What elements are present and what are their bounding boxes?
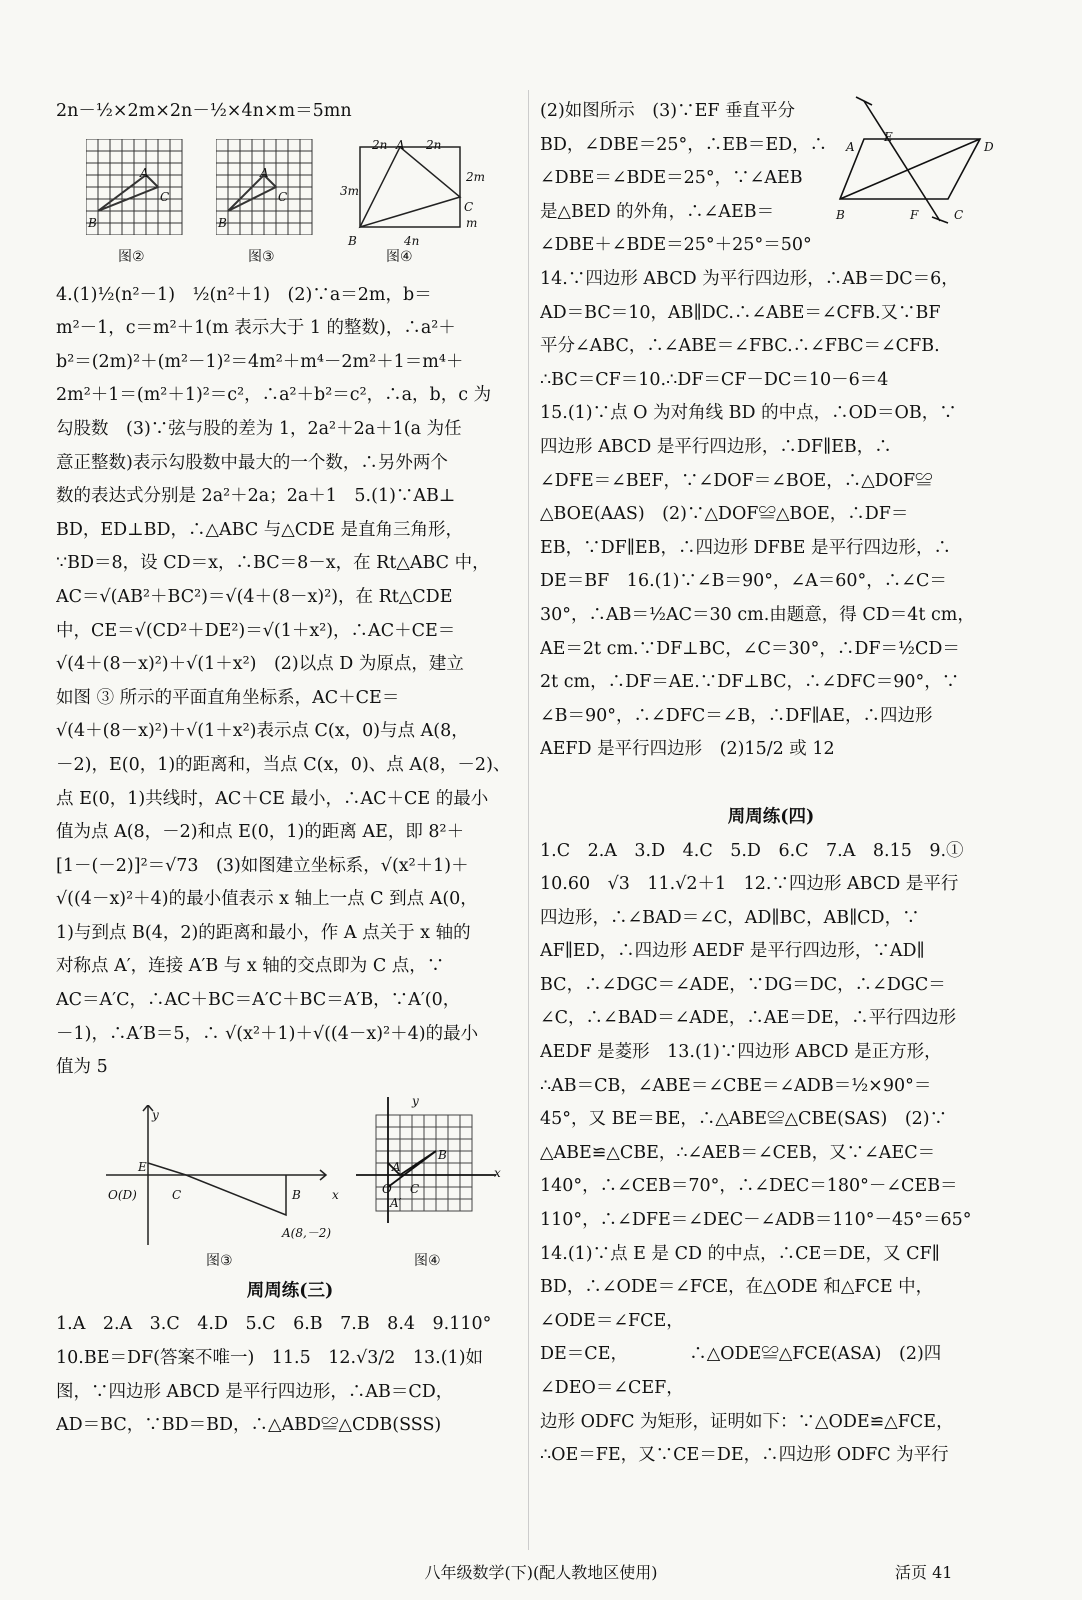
section-3-title: 周周练(三): [246, 1280, 334, 1301]
text-line: 四边形，∴∠BAD＝∠C，AD∥BC，AB∥CD，∵: [540, 907, 920, 928]
text-line: BC，∴∠DGC＝∠ADE，∵DG＝DC，∴∠DGC＝: [540, 974, 946, 995]
text-line: AEFD 是平行四边形 (2)15/2 或 12: [540, 739, 835, 760]
coord4-label: A′: [390, 1195, 402, 1210]
text-line: DE＝CE， ∴△ODE≌△FCE(ASA) (2)四: [540, 1344, 942, 1365]
text-line: 是△BED 的外角，∴∠AEB＝: [540, 201, 775, 222]
coord4-label: C: [410, 1181, 420, 1196]
text-line: 四边形 ABCD 是平行四边形，∴DF∥EB，∴: [540, 436, 892, 457]
text-line: 14.(1)∵点 E 是 CD 的中点，∴CE＝DE，又 CF∥: [540, 1243, 940, 1264]
text-line: 45°，又 BE＝BE，∴△ABE≌△CBE(SAS) (2)∵: [540, 1109, 948, 1130]
fig4-label: m: [466, 215, 478, 230]
right-text-block-a: [540, 95, 840, 263]
text-line: －1)，∴A′B＝5，∴ √(x²＋1)＋√((4－x)²＋4)的最小: [56, 1023, 479, 1044]
para-label: D: [984, 140, 994, 154]
text-line: ∠DEO＝∠CEF，: [540, 1378, 684, 1398]
text-line: BD，∴∠ODE＝∠FCE，在△ODE 和△FCE 中，: [540, 1277, 934, 1298]
text-line: (2)如图所示 (3)∵EF 垂直平分: [540, 101, 796, 121]
text-line: 图，∵四边形 ABCD 是平行四边形，∴AB＝CD，: [56, 1381, 454, 1402]
text-line: 值为点 A(8，－2)和点 E(0，1)的距离 AE，即 8²＋: [56, 822, 465, 843]
text-line: 2n－½×2m×2n－½×4n×m＝5mn: [56, 101, 352, 121]
text-line: 2m²＋1＝(m²＋1)²＝c²，∴a²＋b²＝c²，∴a，b，c 为: [56, 385, 492, 406]
text-line: BD，∠DBE＝25°，∴EB＝ED，∴: [540, 134, 828, 155]
text-line: [1－(－2)]²＝√73 (3)如图建立坐标系，√(x²＋1)＋: [56, 855, 469, 876]
text-line: ∠DBE＋∠BDE＝25°＋25°＝50°: [540, 235, 812, 256]
text-line: √((4－x)²＋4)的最小值表示 x 轴上一点 C 到点 A(0，: [56, 889, 478, 910]
coord4-label: y: [412, 1093, 419, 1108]
text-line: 平分∠ABC，∴∠ABE＝∠FBC.∴∠FBC＝∠CFB.: [540, 336, 940, 357]
fig4-label: 2m: [466, 169, 486, 184]
fig4-label: B: [348, 233, 357, 248]
text-line: AC＝√(AB²＋BC²)＝√(4＋(8－x)²)，在 Rt△CDE: [56, 586, 453, 607]
left-text-block: [56, 279, 524, 1085]
figure-row-bottom: [56, 1085, 524, 1275]
coord4-label: A: [392, 1159, 401, 1174]
right-top-block: [540, 95, 1002, 263]
grid3-label-b: B: [218, 215, 227, 230]
text-line: 点 E(0，1)共线时，AC＋CE 最小，∴AC＋CE 的最小: [56, 788, 489, 809]
fig4-label: 2n: [426, 137, 442, 152]
text-line: 10.60 √3 11.√2＋1 12.∵四边形 ABCD 是平行: [540, 874, 959, 895]
para-label: C: [954, 208, 964, 222]
text-line: AEDF 是菱形 13.(1)∵四边形 ABCD 是正方形，: [540, 1042, 942, 1063]
text-line: ∴OE＝FE，又∵CE＝DE，∴四边形 ODFC 为平行: [540, 1445, 949, 1466]
grid3-label-c: C: [278, 189, 288, 204]
text-line: 数的表达式分别是 2a²＋2a；2a＋1 5.(1)∵AB⊥: [56, 486, 456, 507]
text-line: AF∥ED，∴四边形 AEDF 是平行四边形，∵AD∥: [540, 941, 925, 962]
text-line: 10.BE＝DF(答案不唯一) 11.5 12.√3/2 13.(1)如: [56, 1348, 484, 1369]
grid2-label-c: C: [160, 189, 170, 204]
text-line: BD，ED⊥BD，∴△ABC 与△CDE 是直角三角形，: [56, 519, 463, 540]
text-line: ∠ODE＝∠FCE，: [540, 1310, 684, 1331]
section-4-block: [540, 835, 1002, 1473]
text-line: 中，CE＝√(CD²＋DE²)＝√(1＋x²)，∴AC＋CE＝: [56, 620, 456, 641]
coord3-label: x: [332, 1187, 339, 1202]
text-line: AC＝A′C，∴AC＋BC＝A′C＋BC＝A′B，∵A′(0，: [56, 990, 461, 1011]
text-line: DE＝BF 16.(1)∵∠B＝90°，∠A＝60°，∴∠C＝: [540, 571, 947, 592]
text-line: 15.(1)∵点 O 为对角线 BD 的中点，∴OD＝OB，∵: [540, 403, 957, 424]
coord4-label: B: [438, 1147, 447, 1162]
grid-figure-2: [86, 139, 186, 235]
text-line: ∠B＝90°，∴∠DFC＝∠B，∴DF∥AE，∴四边形: [540, 705, 933, 726]
text-line: 1.C 2.A 3.D 4.C 5.D 6.C 7.A 8.15 9.①: [540, 840, 964, 861]
coord3-label: E: [138, 1159, 147, 1174]
text-line: 勾股数 (3)∵弦与股的差为 1，2a²＋2a＋1(a 为任: [56, 418, 462, 439]
text-line: ∠DFE＝∠BEF，∵∠DOF＝∠BOE，∴△DOF≌: [540, 470, 933, 491]
text-line: √(4＋(8－x)²)＋√(1＋x²)表示点 C(x，0)与点 A(8，: [56, 721, 469, 742]
section-4-title: 周周练(四): [727, 806, 815, 827]
text-line: √(4＋(8－x)²)＋√(1＋x²) (2)以点 D 为原点，建立: [56, 654, 464, 675]
figure-row-top: [56, 129, 524, 279]
grid2-label-b: B: [88, 215, 97, 230]
text-line: ∴BC＝CF＝10.∴DF＝CF－DC＝10－6＝4: [540, 369, 889, 390]
text-line: △BOE(AAS) (2)∵△DOF≌△BOE，∴DF＝: [540, 504, 909, 525]
grid2-label-a: A: [140, 165, 149, 180]
coordinate-figure-4: [356, 1095, 506, 1225]
fig4-caption: 图④: [386, 248, 413, 265]
text-line: 140°，∴∠CEB＝70°，∴∠DEC＝180°－∠CEB＝: [540, 1176, 958, 1197]
text-line: ∠DBE＝∠BDE＝25°，∵∠AEB: [540, 168, 803, 189]
text-line: －2)，E(0，1)的距离和，当点 C(x，0)、点 A(8，－2)、: [56, 754, 511, 775]
text-line: 边形 ODFC 为矩形，证明如下：∵△ODE≌△FCE，: [540, 1411, 954, 1432]
text-line: b²＝(2m)²＋(m²－1)²＝4m²＋m⁴－2m²＋1＝m⁴＋: [56, 351, 464, 372]
para-label: A: [846, 140, 855, 154]
fig3-caption: 图③: [248, 248, 275, 265]
text-line: 2t cm，∴DF＝AE.∵DF⊥BC，∴∠DFC＝90°，∵: [540, 672, 960, 693]
text-line: ∵BD＝8，设 CD＝x，∴BC＝8－x，在 Rt△ABC 中，: [56, 553, 490, 574]
grid3-label-a: A: [260, 165, 269, 180]
coord4-label: O: [382, 1181, 392, 1196]
text-line: AD＝BC，∵BD＝BD，∴△ABD≌△CDB(SSS): [56, 1415, 442, 1436]
para-label: F: [910, 208, 919, 222]
text-line: AE＝2t cm.∵DF⊥BC，∠C＝30°，∴DF＝½CD＝: [540, 638, 960, 659]
fig4b-caption: 图④: [414, 1252, 441, 1269]
text-line: 如图 ③ 所示的平面直角坐标系，AC＋CE＝: [56, 687, 400, 708]
fig4-label: 3m: [340, 183, 360, 198]
fig4-label: 4n: [404, 233, 420, 248]
fig3b-caption: 图③: [206, 1252, 233, 1269]
para-label: B: [836, 208, 845, 222]
text-line: 14.∵四边形 ABCD 为平行四边形，∴AB＝DC＝6，: [540, 269, 959, 289]
text-line: ∠C，∴∠BAD＝∠ADE，∴AE＝DE，∴平行四边形: [540, 1008, 957, 1029]
text-line: EB，∵DF∥EB，∴四边形 DFBE 是平行四边形，∴: [540, 537, 951, 558]
text-line: 30°，∴AB＝½AC＝30 cm.由题意，得 CD＝4t cm，: [540, 604, 975, 625]
fig4-label: 2n: [372, 137, 388, 152]
text-line: 对称点 A′，连接 A′B 与 x 轴的交点即为 C 点，∵: [56, 956, 445, 977]
para-label: E: [884, 130, 893, 144]
coord3-label: B: [292, 1187, 301, 1202]
text-line: 4.(1)½(n²－1) ½(n²＋1) (2)∵a＝2m，b＝: [56, 284, 432, 305]
text-line: AD＝BC＝10，AB∥DC.∴∠ABE＝∠CFB.又∵BF: [540, 302, 941, 323]
text-line: m²－1，c＝m²＋1(m 表示大于 1 的整数)，∴a²＋: [56, 318, 456, 339]
coord3-label: C: [172, 1187, 182, 1202]
section-3-block: [56, 1308, 524, 1442]
coord3-label: y: [152, 1107, 159, 1122]
text-line: △ABE≌△CBE，∴∠AEB＝∠CEB，又∵∠AEC＝: [540, 1142, 936, 1163]
right-column: [540, 95, 1002, 1473]
coord3-label: A(8,－2): [282, 1225, 332, 1240]
text-line: ∴AB＝CB，∠ABE＝∠CBE＝∠ADB＝½×90°＝: [540, 1075, 932, 1096]
text-line: 意正整数)表示勾股数中最大的一个数，∴另外两个: [56, 452, 448, 473]
coord3-label: O(D): [108, 1187, 137, 1202]
fig4-label: C: [464, 199, 474, 214]
text-line: 值为 5: [56, 1057, 108, 1078]
column-divider: [528, 90, 529, 1550]
fig2-caption: 图②: [118, 248, 145, 265]
page-number: 活页 41: [895, 1563, 953, 1582]
text-line: 110°，∴∠DFE＝∠DEC－∠ADB＝110°－45°＝65°: [540, 1210, 972, 1231]
text-line: 1.A 2.A 3.C 4.D 5.C 6.B 7.B 8.4 9.110°: [56, 1314, 492, 1335]
right-text-block-b: [540, 263, 1002, 767]
fig4-label: A: [396, 137, 405, 152]
page-footer: 八年级数学(下)(配人教地区使用): [424, 1563, 658, 1582]
left-column: [56, 95, 524, 1443]
coord4-label: x: [494, 1165, 501, 1180]
text-line: 1)与到点 B(4，2)的距离和最小，作 A 点关于 x 轴的: [56, 922, 471, 943]
